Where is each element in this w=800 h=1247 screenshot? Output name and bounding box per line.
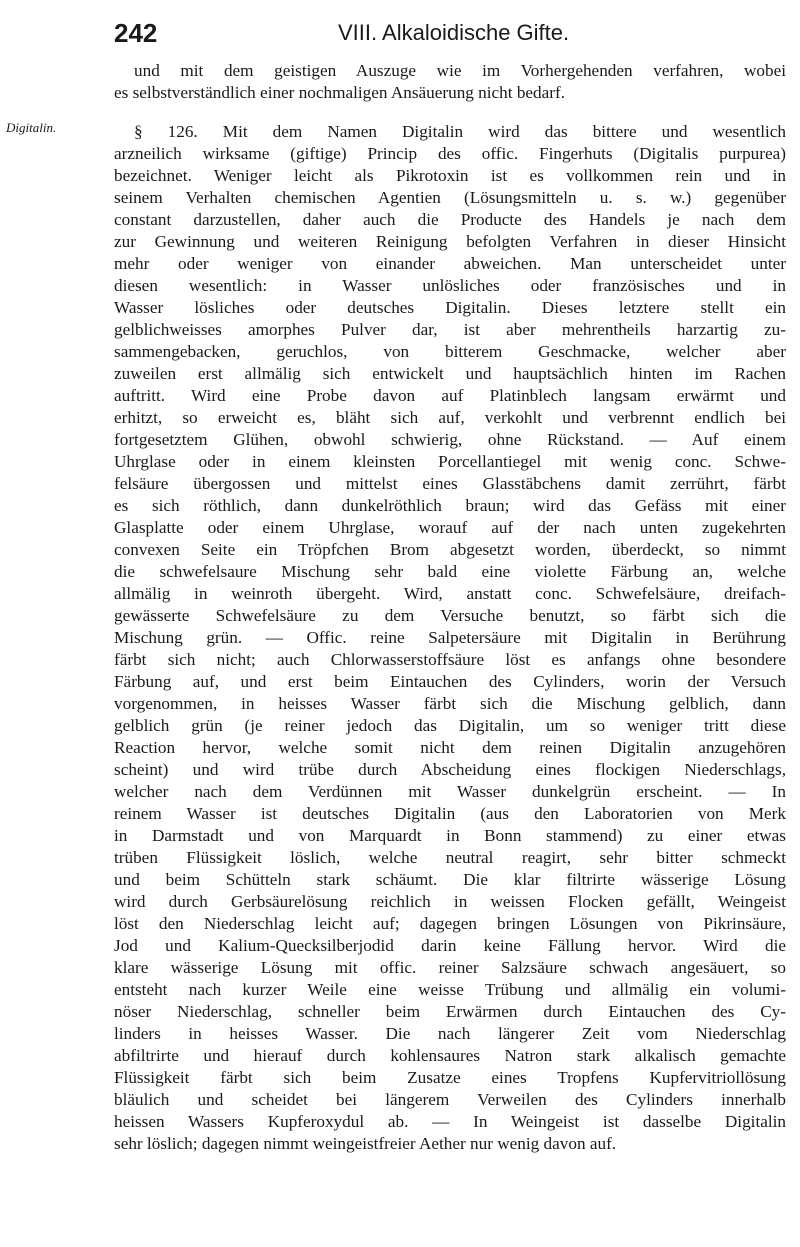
text-line: klare wässerige Lösung mit offic. reiner Salzsäure schwach angesäuert, so (114, 958, 786, 977)
text-line: welcher nach dem Verdünnen mit Wasser dunkelgrün erscheint. — In (114, 782, 786, 801)
body-text (114, 60, 786, 1155)
text-line: bezeichnet. Weniger leicht als Pikrotoxin ist es vollkommen rein und in (114, 166, 786, 185)
text-line: löst den Niederschlag leicht auf; dagegen bringen Lösungen von Pikrinsäure, (114, 914, 786, 933)
text-line: convexen Seite ein Tröpfchen Brom abgesetzt worden, überdeckt, so nimmt (114, 540, 786, 559)
text-line: gelblich grün (je reiner jedoch das Digitalin, um so weniger tritt diese (114, 716, 786, 735)
text-line: mehr oder weniger von einander abweichen. Man unterscheidet unter (114, 254, 786, 273)
text-line: Färbung auf, und erst beim Eintauchen des Cylinders, worin der Versuch (114, 672, 786, 691)
text-line: es selbstverständlich einer nochmaligen Ansäuerung nicht bedarf. (114, 83, 566, 102)
text-line: abfiltrirte und hierauf durch kohlensaures Natron stark alkalisch gemachte (114, 1046, 786, 1065)
text-line: reinem Wasser ist deutsches Digitalin (aus den Laboratorien von Merk (114, 804, 786, 823)
text-line: § 126. Mit dem Namen Digitalin wird das bittere und wesentlich (134, 122, 786, 141)
text-line: die schwefelsaure Mischung sehr bald eine violette Färbung an, welche (114, 562, 786, 581)
text-line: färbt sich nicht; auch Chlorwasserstoffsäure löst es anfangs ohne besondere (114, 650, 786, 669)
text-line: bläulich und scheidet bei längerem Verweilen des Cylinders innerhalb (114, 1090, 786, 1109)
text-line: scheint) und wird trübe durch Abscheidung eines flockigen Niederschlags, (114, 760, 786, 779)
text-line: Wasser lösliches oder deutsches Digitalin. Dieses letztere stellt ein (114, 298, 786, 317)
text-line: entsteht nach kurzer Weile eine weisse Trübung und allmälig ein volumi- (114, 980, 786, 999)
text-line: diesen wesentlich: in Wasser unlösliches oder französisches und in (114, 276, 786, 295)
text-line: seinem Verhalten chemischen Agentien (Lösungsmitteln u. s. w.) gegenüber (114, 188, 786, 207)
text-line: constant darzustellen, daher auch die Producte des Handels je nach dem (114, 210, 786, 229)
text-line: wird durch Gerbsäurelösung reichlich in weissen Flocken gefällt, Weingeist (114, 892, 786, 911)
text-line: Reaction hervor, welche somit nicht dem reinen Digitalin anzugehören (114, 738, 786, 757)
text-line: gelblichweisses amorphes Pulver dar, ist aber mehrentheils harzartig zu- (114, 320, 786, 339)
text-line: trüben Flüssigkeit löslich, welche neutral reagirt, sehr bitter schmeckt (114, 848, 786, 867)
text-line: gewässerte Schwefelsäure zu dem Versuche benutzt, so färbt sich die (114, 606, 786, 625)
text-line: sammengebacken, geruchlos, von bitterem Geschmacke, welcher aber (114, 342, 786, 361)
text-line: arzneilich wirksame (giftige) Princip des offic. Fingerhuts (Digitalis purpurea) (114, 144, 786, 163)
marginal-note: Digitalin. (6, 120, 57, 135)
text-line: auftritt. Wird eine Probe davon auf Platinblech langsam erwärmt und (114, 386, 786, 405)
text-line: vorgenommen, in heisses Wasser färbt sich die Mischung gelblich, dann (114, 694, 786, 713)
page-number: 242 (114, 18, 158, 48)
text-line: fortgesetztem Glühen, obwohl schwierig, ohne Rückstand. — Auf einem (114, 430, 786, 449)
text-line: sehr löslich; dagegen nimmt weingeistfreier Aether nur wenig davon auf. (114, 1134, 617, 1153)
chapter-title: VIII. Alkaloidische Gifte. (338, 20, 570, 45)
text-line: nöser Niederschlag, schneller beim Erwärmen durch Eintauchen des Cy- (114, 1002, 786, 1021)
paragraph-continuation (114, 60, 786, 104)
text-line: heissen Wassers Kupferoxydul ab. — In Weingeist ist dasselbe Digitalin (114, 1112, 786, 1131)
paragraph-digitalin (114, 121, 786, 1155)
text-line: Jod und Kalium-Quecksilberjodid darin keine Fällung hervor. Wird die (114, 936, 786, 955)
text-line: linders in heisses Wasser. Die nach längerer Zeit vom Niederschlag (114, 1024, 786, 1043)
text-line: und mit dem geistigen Auszuge wie im Vorhergehenden verfahren, wobei (134, 61, 786, 80)
text-line: felsäure übergossen und mittelst eines Glasstäbchens damit zerrührt, färbt (114, 474, 786, 493)
text-line: es sich röthlich, dann dunkelröthlich braun; wird das Gefäss mit einer (114, 496, 786, 515)
text-line: Mischung grün. — Offic. reine Salpetersäure mit Digitalin in Berührung (114, 628, 786, 647)
text-line: zur Gewinnung und weiteren Reinigung befolgten Verfahren in dieser Hinsicht (114, 232, 786, 251)
text-line: erhitzt, so erweicht es, bläht sich auf, verkohlt und verbrennt endlich bei (114, 408, 786, 427)
text-line: in Darmstadt und von Marquardt in Bonn stammend) zu einer etwas (114, 826, 786, 845)
text-line: zuweilen erst allmälig sich entwickelt und hauptsächlich hinten im Rachen (114, 364, 786, 383)
text-line: Uhrglase oder in einem kleinsten Porcellantiegel mit wenig conc. Schwe- (114, 452, 786, 471)
text-line: Flüssigkeit färbt sich beim Zusatze eines Tropfens Kupfervitriollösung (114, 1068, 786, 1087)
text-line: allmälig in weinroth übergeht. Wird, anstatt conc. Schwefelsäure, dreifach- (114, 584, 786, 603)
paragraph-spacer (114, 104, 786, 121)
text-line: Glasplatte oder einem Uhrglase, worauf auf der nach unten zugekehrten (114, 518, 786, 537)
running-head (114, 18, 790, 50)
text-line: und beim Schütteln stark schäumt. Die klar filtrirte wässerige Lösung (114, 870, 786, 889)
